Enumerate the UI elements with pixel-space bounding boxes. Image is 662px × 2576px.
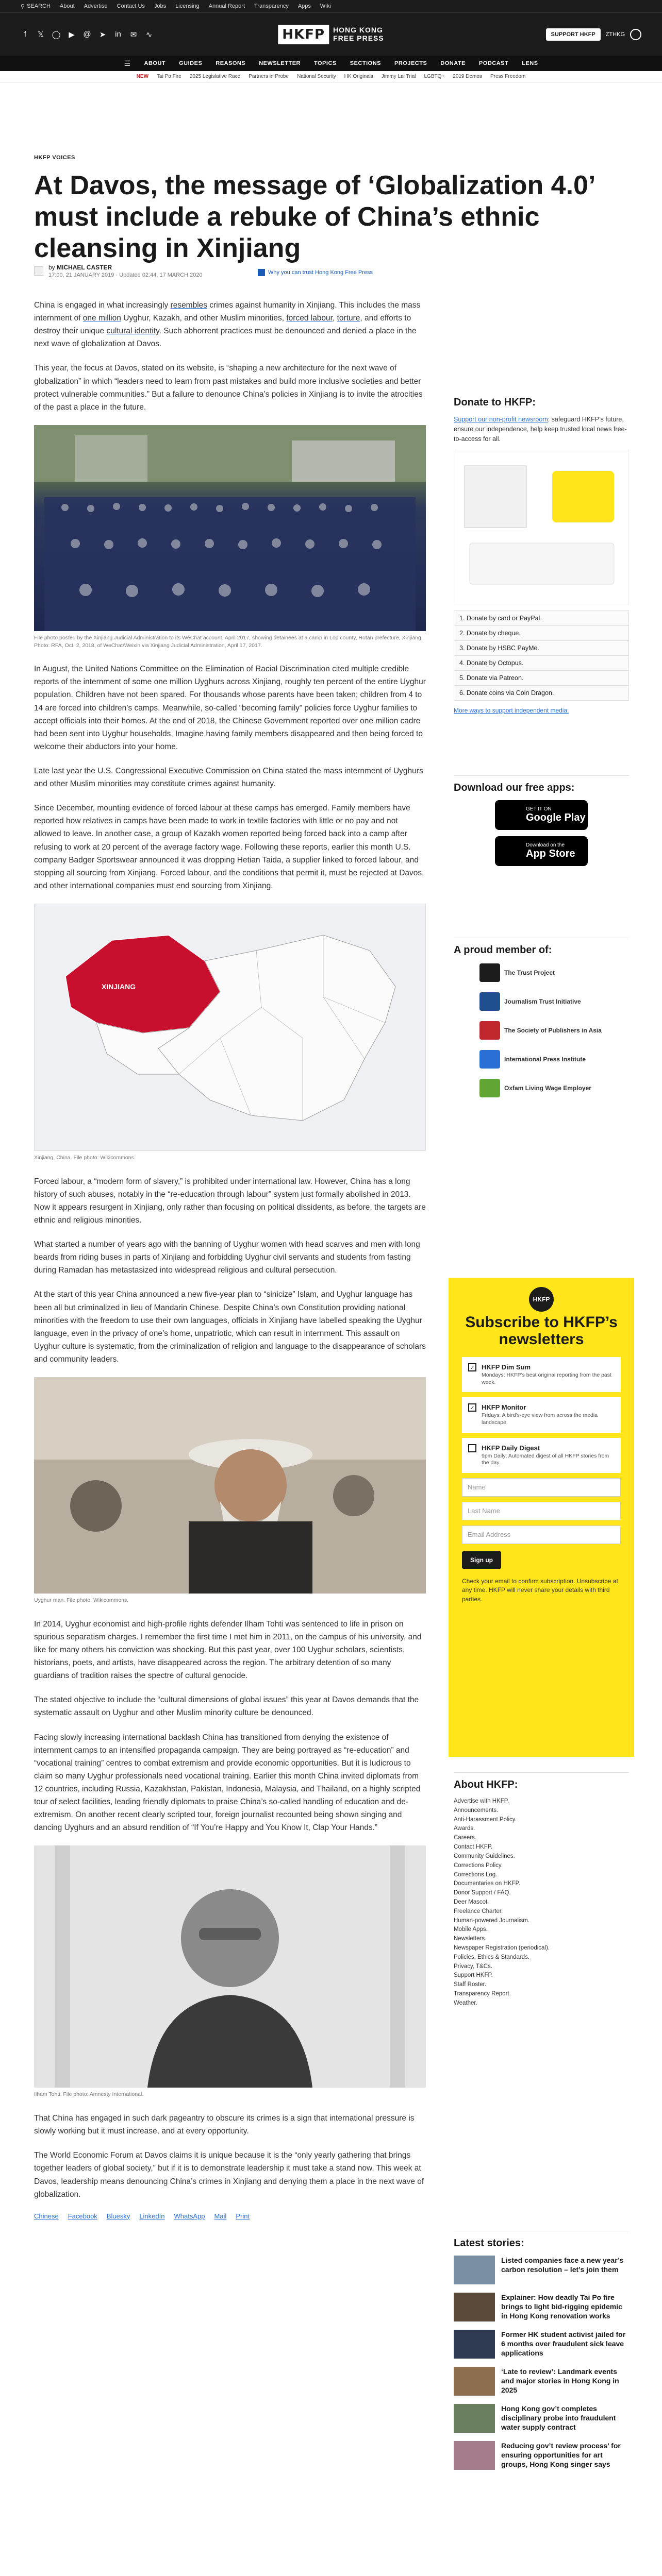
sopa-logo [479, 1021, 500, 1040]
trending-tags [0, 71, 662, 82]
tag-link[interactable]: Tai Po Fire [157, 74, 181, 79]
member-jti[interactable]: Journalism Trust Initiative [479, 991, 629, 1012]
top-link-annual-report[interactable]: Annual Report [208, 3, 245, 9]
about-link[interactable]: Mobile Apps. [454, 1926, 488, 1933]
email-input[interactable]: Email Address [462, 1526, 621, 1544]
tag-link[interactable]: Partners in Probe [249, 74, 289, 79]
checkbox-checked-icon[interactable]: ✓ [468, 1363, 476, 1371]
top-link-transparency[interactable]: Transparency [254, 3, 289, 9]
new-label: NEW [136, 74, 149, 79]
ilham-tohti-illustration [34, 1845, 426, 2088]
story-item[interactable]: Listed companies face a new year’s carbon resolution – let’s join them [454, 2256, 629, 2284]
nav-guides[interactable]: GUIDES [179, 60, 203, 66]
about-link[interactable]: Deer Mascot. [454, 1899, 489, 1905]
tag-link[interactable]: National Security [297, 74, 336, 79]
uyghur-man-illustration [34, 1377, 426, 1594]
byline: by MICHAEL CASTER 17:00, 21 JANUARY 2019 · Updated 02:44, 17 MARCH 2020 [34, 264, 203, 278]
nav-lens[interactable]: LENS [522, 60, 538, 66]
top-link-apps[interactable]: Apps [297, 3, 311, 9]
about-link[interactable]: Contact HKFP. [454, 1844, 493, 1851]
about-link[interactable]: Newspaper Registration (periodical). [454, 1945, 550, 1951]
updated-date: Updated 02:44, 17 MARCH 2020 [119, 272, 203, 278]
checkbox-checked-icon[interactable]: ✓ [468, 1403, 476, 1412]
figure-ilham-tohti [34, 1845, 426, 2098]
x-icon[interactable]: 𝕏 [37, 30, 44, 39]
about-link[interactable]: Support HKFP. [454, 1972, 493, 1979]
about-widget [454, 1772, 629, 2008]
tag-link[interactable]: 2025 Legislative Race [189, 74, 241, 79]
nav-newsletter[interactable]: NEWSLETTER [259, 60, 301, 66]
support-link[interactable]: Support our non-profit newsroom [454, 416, 548, 423]
threads-icon[interactable]: @ [83, 30, 91, 39]
inline-link[interactable]: forced labour [286, 314, 333, 323]
google-play-badge[interactable]: GET IT ON Google Play [495, 800, 588, 830]
telegram-icon[interactable]: ➤ [99, 30, 106, 39]
story-item[interactable]: Former HK student activist jailed for 6 months over fraudulent sick leave applications [454, 2330, 629, 2359]
name-input[interactable]: Name [462, 1478, 621, 1497]
about-link[interactable]: Donor Support / FAQ. [454, 1890, 511, 1896]
paragraph: That China has engaged in such dark pageantry to obscure its crimes is a sign that international pressure is slowly working but it must increase, and at every opportunity. [34, 2114, 415, 2136]
share-mail[interactable]: Mail [214, 2212, 227, 2220]
donate-option[interactable]: 3. Donate by HSBC PayMe. [454, 640, 629, 655]
about-link[interactable]: Weather. [454, 1999, 477, 2006]
tag-link[interactable]: LGBTQ+ [424, 74, 445, 79]
oxfam-logo [479, 1079, 500, 1097]
instagram-icon[interactable]: ◯ [52, 30, 61, 39]
about-title: About HKFP: [454, 1779, 518, 1790]
story-item[interactable]: Hong Kong gov’t completes disciplinary probe into fraudulent water supply contract [454, 2404, 629, 2433]
newsletter-logo: HKFP [529, 1287, 554, 1312]
members-title: A proud member of: [454, 944, 552, 956]
about-link[interactable]: Corrections Policy. [454, 1862, 503, 1869]
masthead [0, 12, 662, 56]
author-name[interactable]: MICHAEL CASTER [57, 264, 112, 271]
memberships-widget [454, 938, 629, 1107]
paragraph: Late last year the U.S. Congressional Executive Commission on China stated the mass internment of Uyghurs and other Muslim minorities may constitute crimes against humanity. [34, 767, 423, 789]
paragraph: Since December, mounting evidence of forced labour at these camps has emerged. Family members have reported how relatives in camps have been made to work in textile factories with little or no pay and not allowed to leave. In another case, a group of Kazakh women reported being forced back into a camp after refusing to work at 20 percent of the average factory wage. Following these reports, earlier this month U.S. company Badger Sportswear announced it was dropping Hetian Taida, a supplier linked to forced labour, and stopping all sourcing from Xinjiang. Forced labour, and the conditions that permit it, must be rejected at Davos, and other international companies must end sourcing from Xinjiang. [34, 804, 424, 890]
newsletter-option-digest[interactable]: HKFP Daily Digest 9pm Daily: Automated digest of all HKFP stories from the day. [462, 1438, 621, 1473]
about-link[interactable]: Corrections Log. [454, 1871, 498, 1878]
donate-option[interactable]: 2. Donate by cheque. [454, 625, 629, 640]
rss-icon[interactable]: ∿ [145, 30, 153, 39]
facebook-icon[interactable]: f [24, 30, 27, 39]
logo-name: HONG KONG FREE PRESS [333, 26, 384, 42]
donate-title: Donate to HKFP: [454, 397, 536, 408]
article-kicker[interactable]: HKFP VOICES [34, 155, 75, 161]
mail-icon[interactable]: ✉ [130, 30, 137, 39]
map-region-label: XINJIANG [102, 982, 136, 991]
trust-project-logo [479, 963, 500, 982]
top-link-about[interactable]: About [59, 3, 75, 9]
about-link[interactable]: Newsletters. [454, 1936, 487, 1942]
about-link[interactable]: Careers. [454, 1835, 477, 1841]
share-chinese[interactable]: Chinese [34, 2212, 59, 2220]
search-icon: ⚲ [21, 3, 25, 10]
share-print[interactable]: Print [236, 2212, 250, 2220]
main-nav [0, 56, 662, 71]
nav-donate[interactable]: DONATE [440, 60, 466, 66]
share-linkedin[interactable]: LinkedIn [139, 2212, 165, 2220]
donate-option[interactable]: 1. Donate by card or PayPal. [454, 611, 629, 625]
inline-link[interactable]: cultural identity [106, 327, 159, 336]
paragraph: Facing slowly increasing international backlash China has transitioned from denying the existence of internment camps to an intensified propaganda campaign. They are being portrayed as “re-education” and “vocational training” centres to combat extremism and provide economic opportunities. But it is ludicrous to claim so many Uyghur professionals need vocational training. Earlier this month China invited diplomats from 12 countries, including Russia, Kazakhstan, Pakistan, Indonesia, Malaysia, and Thailand, on a highly scripted tour of select facilities, leading friendly diplomats to praise China’s so-called handling of education and de-extremism. On another recent clearly scripted tour, foreign journalist recounted being shown singing and dancing Uyghurs and an absurd rendition of “If You’re Happy and You Know It, Clap Your Hands.” [34, 1733, 421, 1833]
tag-link[interactable]: HK Originals [344, 74, 373, 79]
china-map-illustration [35, 904, 425, 1150]
nav-projects[interactable]: PROJECTS [394, 60, 427, 66]
story-thumbnail [454, 2367, 495, 2396]
photo-caption: File photo posted by the Xinjiang Judicial Administration to its WeChat account, April 2017, showing detainees at a camp in Lop county, Hotan prefecture, Xinjiang. Photo: RFA, Oct. 2, 2018, of WeChat/Weixin via Xinjiang Judicial Administration, April 17, 2017. [34, 634, 423, 649]
tag-link[interactable]: 2019 Demos [453, 74, 482, 79]
about-link[interactable]: Advertise with HKFP. [454, 1798, 509, 1804]
story-thumbnail [454, 2330, 495, 2359]
about-link[interactable]: Community Guidelines. [454, 1853, 515, 1859]
about-link[interactable]: Human-powered Journalism. [454, 1917, 530, 1924]
top-utility-bar [0, 0, 662, 12]
donate-option[interactable]: 5. Donate via Patreon. [454, 670, 629, 685]
paragraph: In August, the United Nations Committee on the Elimination of Racial Discrimination cited multiple credible reports of the internment of some one million Uyghurs across Xinjiang, roughly ten percent of the entire Uyghur population. Children have not been spared. For thousands whose parents have been taken; children from 4 to 14 are forced into children’s camps. Meanwhile, so-called “becoming family” policies force Uyghur families to accept officials into their homes. At the end of 2018, the Chinese Government reported over one million cadre had been sent into Uyghur households. Imagine having family members disappeared and then being forced to welcome their abductors into your home. [34, 665, 426, 751]
support-hkfp-button[interactable]: SUPPORT HKFP [546, 28, 601, 41]
nav-topics[interactable]: TOPICS [313, 60, 337, 66]
share-bluesky[interactable]: Bluesky [106, 2212, 130, 2220]
figure-map [34, 904, 426, 1162]
newsletter-title: Subscribe to HKFP’s newsletters [465, 1314, 618, 1348]
top-link-wiki[interactable]: Wiki [320, 3, 331, 9]
app-store-badge[interactable]: Download on the App Store [495, 836, 588, 866]
more-ways-link[interactable]: More ways to support independent media. [454, 707, 569, 715]
article-headline: At Davos, the message of ‘Globalization 4.0’ must include a rebuke of China’s ethnic cleansing in Xinjiang [34, 171, 594, 263]
xinjiang-map[interactable] [34, 904, 426, 1151]
story-thumbnail [454, 2293, 495, 2321]
jti-logo [479, 992, 500, 1011]
member-oxfam[interactable]: Oxfam Living Wage Employer [479, 1078, 629, 1098]
nav-about[interactable]: ABOUT [144, 60, 166, 66]
story-item[interactable]: ‘Late to review’: Landmark events and major stories in Hong Kong in 2025 [454, 2367, 629, 2396]
donate-option[interactable]: 6. Donate coins via Coin Dragon. [454, 685, 629, 701]
paragraph: The World Economic Forum at Davos claims it is unique because it is the “only yearly gathering that brings together leaders of global society,” but if it is to demonstrate leadership it must take a stand now. This week at Davos, leadership means denouncing China’s crimes in Xinjiang and denying them a place in the next wave of globalization. [34, 2151, 424, 2199]
language-switch[interactable]: ZTHKG [605, 31, 625, 38]
tag-link[interactable]: Press Freedom [490, 74, 526, 79]
share-facebook[interactable]: Facebook [68, 2212, 97, 2220]
apps-widget [454, 775, 629, 872]
signup-button[interactable]: Sign up [462, 1551, 501, 1569]
youtube-icon[interactable]: ▶ [69, 30, 75, 39]
share-links [34, 2212, 426, 2220]
photo-caption: Ilham Tohti. File photo: Amnesty International. [34, 2091, 144, 2098]
share-whatsapp[interactable]: WhatsApp [174, 2212, 205, 2220]
about-link[interactable]: Policies, Ethics & Standards. [454, 1954, 530, 1960]
donate-options [454, 611, 629, 701]
inline-link[interactable]: resembles [170, 301, 208, 310]
donate-option[interactable]: 4. Donate by Octopus. [454, 655, 629, 670]
paragraph: The stated objective to include the “cultural dimensions of global issues” this year at Davos demands that the systematic assault on Uyghur and other Muslim minority culture be denounced. [34, 1696, 419, 1718]
latest-title: Latest stories: [454, 2238, 524, 2249]
photo-caption: Xinjiang, China. File photo: Wikicommons. [34, 1155, 136, 1161]
story-item[interactable]: Reducing gov’t review process’ for ensuring opportunities for art groups, Hong Kong singer says [454, 2441, 629, 2470]
nav-sections[interactable]: SECTIONS [350, 60, 381, 66]
publish-date: 17:00, 21 JANUARY 2019 [48, 272, 114, 278]
figure-camp [34, 425, 426, 649]
site-logo[interactable] [278, 25, 384, 44]
member-sopa[interactable]: The Society of Publishers in Asia [479, 1020, 629, 1041]
about-link[interactable]: Transparency Report. [454, 1991, 511, 1997]
tag-link[interactable]: Jimmy Lai Trial [381, 74, 416, 79]
author-avatar [34, 266, 43, 276]
paragraph: In 2014, Uyghur economist and high-profile rights defender Ilham Tohti was sentenced to life in prison on spurious separatism charges. I remember the first time I met him in 2011, on the campus of his university, and like for many others his conviction was shocking. But this past year, over 100 Uyghur scholars, scientists, historians, poets, and artists, have disappeared across the region. The arbitrary detention of so many guardians of tradition raises the spectre of cultural genocide. [34, 1619, 422, 1681]
social-links [21, 30, 154, 39]
about-link[interactable]: Freelance Charter. [454, 1908, 503, 1914]
search-link[interactable]: ⚲ SEARCH [21, 3, 51, 10]
ipi-logo [479, 1050, 500, 1069]
apps-title: Download our free apps: [454, 782, 575, 793]
paragraph: What started a number of years ago with the banning of Uyghur women with head scarves and men with long beards from riding buses in parts of Xinjiang and forbidding Uyghur civil servants and students from fasting during Ramadan has metastasized into widespread religious and cultural persecution. [34, 1240, 420, 1275]
nav-podcast[interactable]: PODCAST [478, 60, 509, 66]
photo-caption: Uyghur man. File photo: Wikicommons. [34, 1597, 129, 1604]
donate-graphic[interactable] [454, 450, 629, 604]
nav-reasons[interactable]: REASONS [216, 60, 246, 66]
top-link-advertise[interactable]: Advertise [84, 3, 108, 9]
uyghur-man-photo[interactable] [34, 1377, 426, 1594]
inline-link[interactable]: one million [82, 314, 121, 323]
top-link-contact[interactable]: Contact Us [117, 3, 145, 9]
linkedin-icon[interactable]: in [115, 30, 121, 39]
story-item[interactable]: Explainer: How deadly Tai Po fire brings to light bid-rigging epidemic in Hong Kong renovation works [454, 2293, 629, 2321]
logo-mark: HKFP [278, 25, 329, 44]
donate-widget: Donate to HKFP: Support our non-profit newsroom: safeguard HKFP’s future, ensure our independence, help keep trusted local news free-to-access for all. 1. Donate by card or PayPal. 2. Donate by cheque. 3. Donate by HSBC PayMe. 4. Donate by Octopus. 5. Donate via Patreon. 6. Donate coins via Coin Dragon. More ways to support independent media. [454, 397, 629, 714]
top-link-jobs[interactable]: Jobs [154, 3, 167, 9]
camp-photo-illustration [34, 425, 426, 631]
newsletter-note: Check your email to confirm subscription. Unsubscribe at any time. HKFP will never share your details with third parties. [462, 1577, 618, 1603]
story-thumbnail [454, 2404, 495, 2433]
top-link-licensing[interactable]: Licensing [175, 3, 200, 9]
paragraph: At the start of this year China announced a new five-year plan to “sinicize” Islam, and Uyghur language has been all but criminalized in lieu of Mandarin Chinese. Despite China’s own Constitution providing national minorities with the freedom to use their own languages, officials in Xinjiang have labelled speaking the Uyghur language, even in the privacy of one’s home, unpatriotic, which can result in internment. This assault on Uyghur culture is systematic, from the criminalization of religion and language to the disappearance of scholars and community leaders. [34, 1290, 426, 1364]
article-body [34, 299, 426, 2220]
newsletter-option-monitor[interactable]: ✓ HKFP Monitor Fridays: A bird’s-eye view from across the media landscape. [462, 1397, 621, 1432]
about-link[interactable]: Staff Roster. [454, 1981, 487, 1988]
member-trust-project[interactable]: The Trust Project [479, 962, 629, 983]
latest-stories-widget [454, 2231, 629, 2478]
trust-link[interactable]: Why you can trust Hong Kong Free Press [258, 269, 373, 276]
about-links [454, 1797, 629, 2008]
about-link[interactable]: Anti-Harassment Policy. [454, 1816, 517, 1823]
checkbox-icon[interactable] [468, 1444, 476, 1452]
paragraph: This year, the focus at Davos, stated on its website, is “shaping a new architecture for the next wave of globalization” in which “leaders need to learn from past mistakes and build more inclusive societies and better protect vulnerable communities.” But a failure to denounce China’s policies in Xinjiang is to invite the atrocities of the past a place in the future. [34, 364, 423, 412]
newsletter-widget [449, 1278, 634, 1757]
account-icon[interactable] [630, 29, 641, 40]
ilham-tohti-photo[interactable] [34, 1845, 426, 2088]
menu-icon[interactable]: ☰ [124, 59, 131, 67]
about-link[interactable]: Announcements. [454, 1807, 499, 1814]
about-link[interactable]: Privacy, T&Cs. [454, 1963, 492, 1970]
paragraph: China is engaged in what increasingly resembles crimes against humanity in Xinjiang. This includes the mass internment of one million Uyghur, Kazakh, and other Muslim minorities, forced labour, torture, and efforts to destroy their unique cultural identity. Such abhorrent practices must be denounced and denied a place in the next wave of globalization at Davos. [34, 301, 421, 349]
inline-link[interactable]: torture [337, 314, 360, 323]
paragraph: Forced labour, a “modern form of slavery,” is prohibited under international law. However, China has a long history of such abuses, notably in the “re-education through labour” system just formally abolished in 2013. Now it appears resurgent in Xinjiang, only rather than focusing on political dissidents, as before, the targets are ethnic and religious minorities. [34, 1177, 426, 1225]
member-ipi[interactable]: International Press Institute [479, 1049, 629, 1070]
trust-badge-icon [258, 269, 265, 276]
story-thumbnail [454, 2441, 495, 2470]
donate-illustration [454, 450, 628, 604]
camp-photo[interactable] [34, 425, 426, 631]
figure-uyghur-man [34, 1377, 426, 1604]
about-link[interactable]: Documentaries on HKFP. [454, 1880, 520, 1887]
story-thumbnail [454, 2256, 495, 2284]
newsletter-option-dimsum[interactable]: ✓ HKFP Dim Sum Mondays: HKFP’s best original reporting from the past week. [462, 1357, 621, 1392]
about-link[interactable]: Awards. [454, 1825, 475, 1832]
last-name-input[interactable]: Last Name [462, 1502, 621, 1520]
